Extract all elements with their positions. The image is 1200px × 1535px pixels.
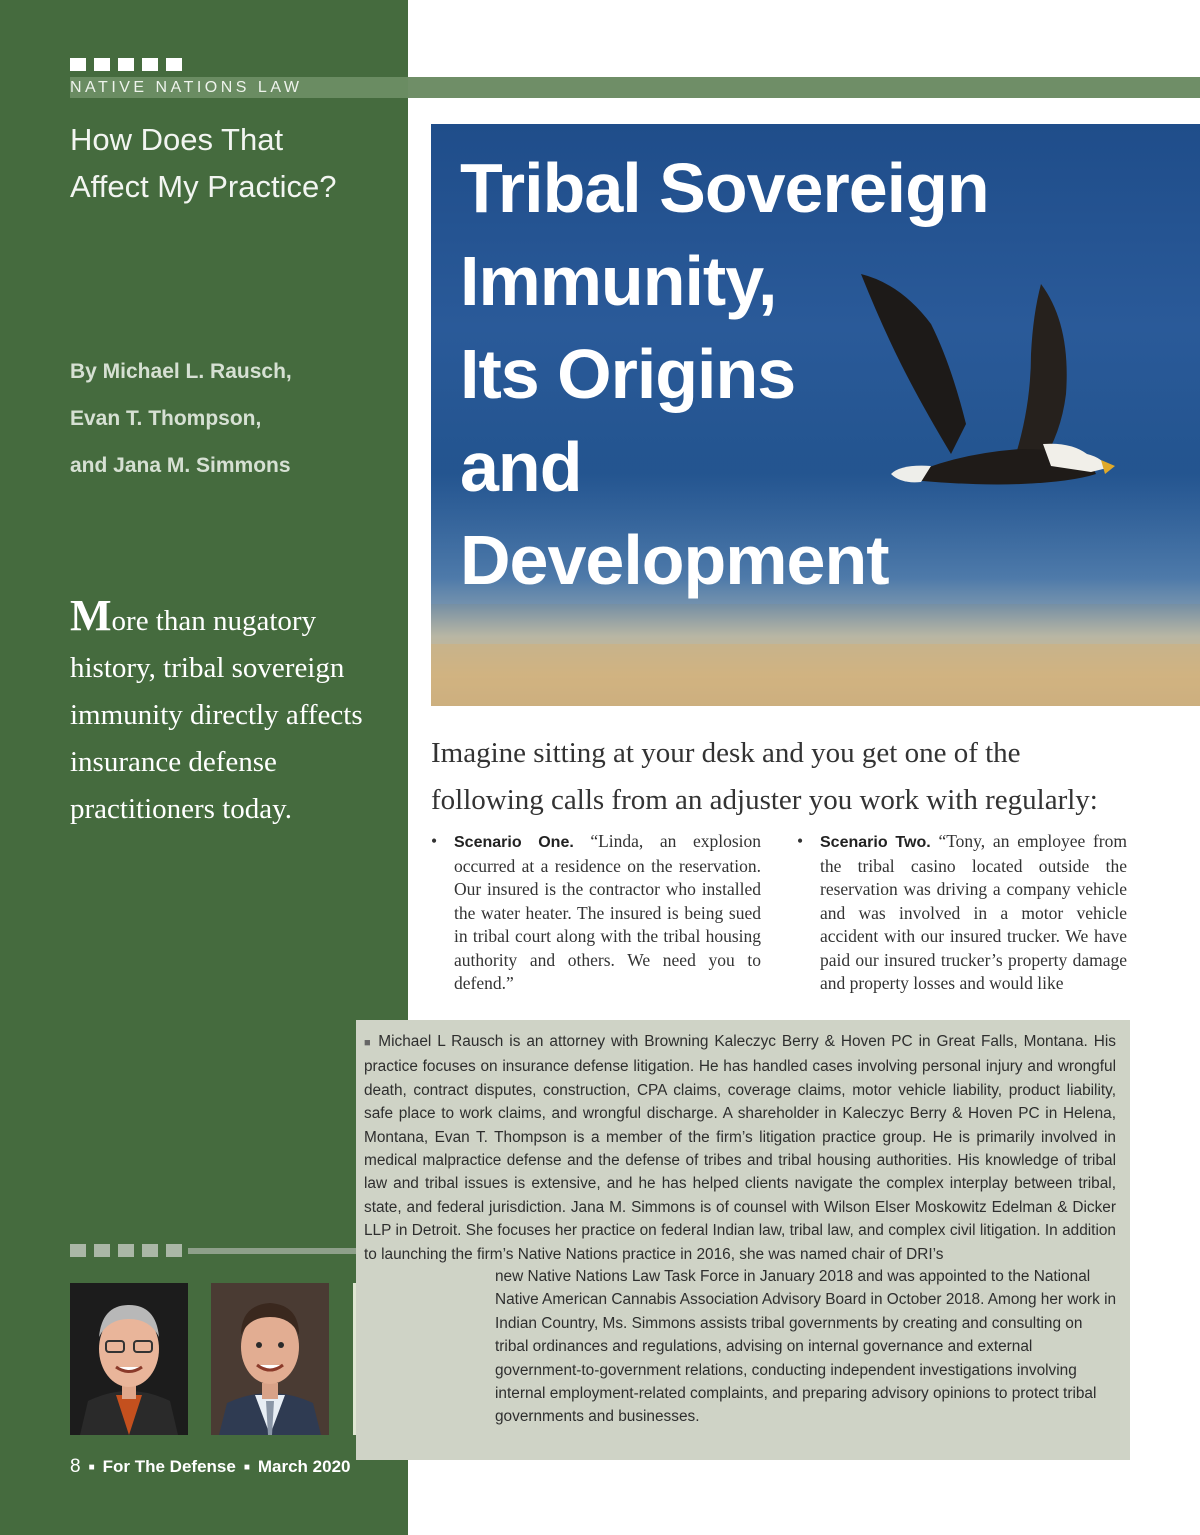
author-bio-text: [364, 1030, 1116, 1266]
page-footer: [70, 1456, 351, 1478]
bottom-rule: [188, 1248, 356, 1254]
title-line: Its Origins: [460, 335, 796, 413]
bottom-squares-icon: [70, 1244, 182, 1257]
bullet: •: [431, 831, 438, 851]
author-bio-box: [356, 1020, 1130, 1460]
footer-separator: ■: [243, 1462, 250, 1474]
scenario-one: [431, 830, 761, 996]
kicker: [70, 116, 390, 210]
byline-line: and Jana M. Simmons: [70, 454, 291, 477]
pull-quote-text: ore than nugatory history, tribal sovereign immunity directly affects insurance defense practitioners today.: [70, 605, 363, 825]
section-squares-icon: [70, 58, 182, 71]
publication-name: For The Defense: [102, 1457, 236, 1476]
scenario-text: “Linda, an explosion occurred at a residence on the reservation. Our insured is the contractor who installed the water heater. The insured is being sued in tribal court along with the tribal housing authority and others. We need you to defend.”: [454, 831, 761, 993]
article-title: [460, 142, 1020, 607]
scenario-two: [797, 830, 1127, 996]
title-line: Development: [460, 521, 889, 599]
kicker-line: Affect My Practice?: [70, 169, 337, 204]
byline: [70, 348, 390, 489]
bio-part-1: Michael L Rausch is an attorney with Browning Kaleczyc Berry & Hoven PC in Great Falls, Montana. His practice focuses on insurance defense litigation. He has handled cases involving personal injury and wrongful death, contract disputes, construction, CPA claims, coverage claims, motor vehicle liability, product liability, safe place to work claims, and wrongful discharge. A shareholder in Kaleczyc Berry & Hoven PC in Helena, Montana, Evan T. Thompson is a member of the firm’s litigation practice group. He is primarily involved in medical malpractice defense and the defense of tribes and tribal housing authorities. His knowledge of tribal law and tribal issues is extensive, and he has helped clients navigate the complex interplay between tribal, state, and federal jurisdiction. Jana M. Simmons is of counsel with Wilson Elser Moskowitz Edelman & Dicker LLP in Detroit. She focuses her practice on federal Indian law, tribal law, and complex civil litigation. In addition to launching the firm’s Native Nations practice in 2016, she was named chair of DRI’s: [364, 1033, 1116, 1263]
page-number: 8: [70, 1456, 81, 1477]
title-line: Immunity,: [460, 242, 777, 320]
issue-date: March 2020: [257, 1457, 351, 1476]
byline-line: By Michael L. Rausch,: [70, 360, 292, 383]
bio-marker: ■: [364, 1037, 373, 1049]
title-line: Tribal Sovereign: [460, 149, 989, 227]
author-portrait-2: [211, 1283, 329, 1435]
article-lede: Imagine sitting at your desk and you get one of the following calls from an adjuster you work with regularly:: [431, 737, 1098, 816]
footer-separator: ■: [88, 1462, 95, 1474]
kicker-line: How Does That: [70, 122, 284, 157]
scenario-lead: Scenario Two.: [820, 834, 931, 851]
byline-line: Evan T. Thompson,: [70, 407, 262, 430]
bullet: •: [797, 831, 804, 851]
author-bio-continued: new Native Nations Law Task Force in January 2018 and was appointed to the National Native American Cannabis Association Advisory Board in October 2018. Among her work in Indian Country, Ms. Simmons assists tribal governments by creating and consulting on tribal ordinances and regulations, advising on internal governance and external government-to-government relations, conducting independent investigations involving internal employment-related complaints, and preparing advisory opinions to protect tribal governments and businesses.: [495, 1268, 1117, 1426]
scenario-lead: Scenario One.: [454, 834, 574, 851]
drop-cap: M: [70, 591, 112, 640]
title-line: and: [460, 428, 582, 506]
author-portrait-1: [70, 1283, 188, 1435]
scenario-text: “Tony, an employee from the tribal casino located outside the reservation was driving a company vehicle and was involved in a motor vehicle accident with our insured trucker. We have paid our insured trucker’s property damage and property losses and would like: [820, 831, 1128, 993]
section-label: NATIVE NATIONS LAW: [70, 79, 303, 96]
pull-quote: [70, 592, 390, 833]
